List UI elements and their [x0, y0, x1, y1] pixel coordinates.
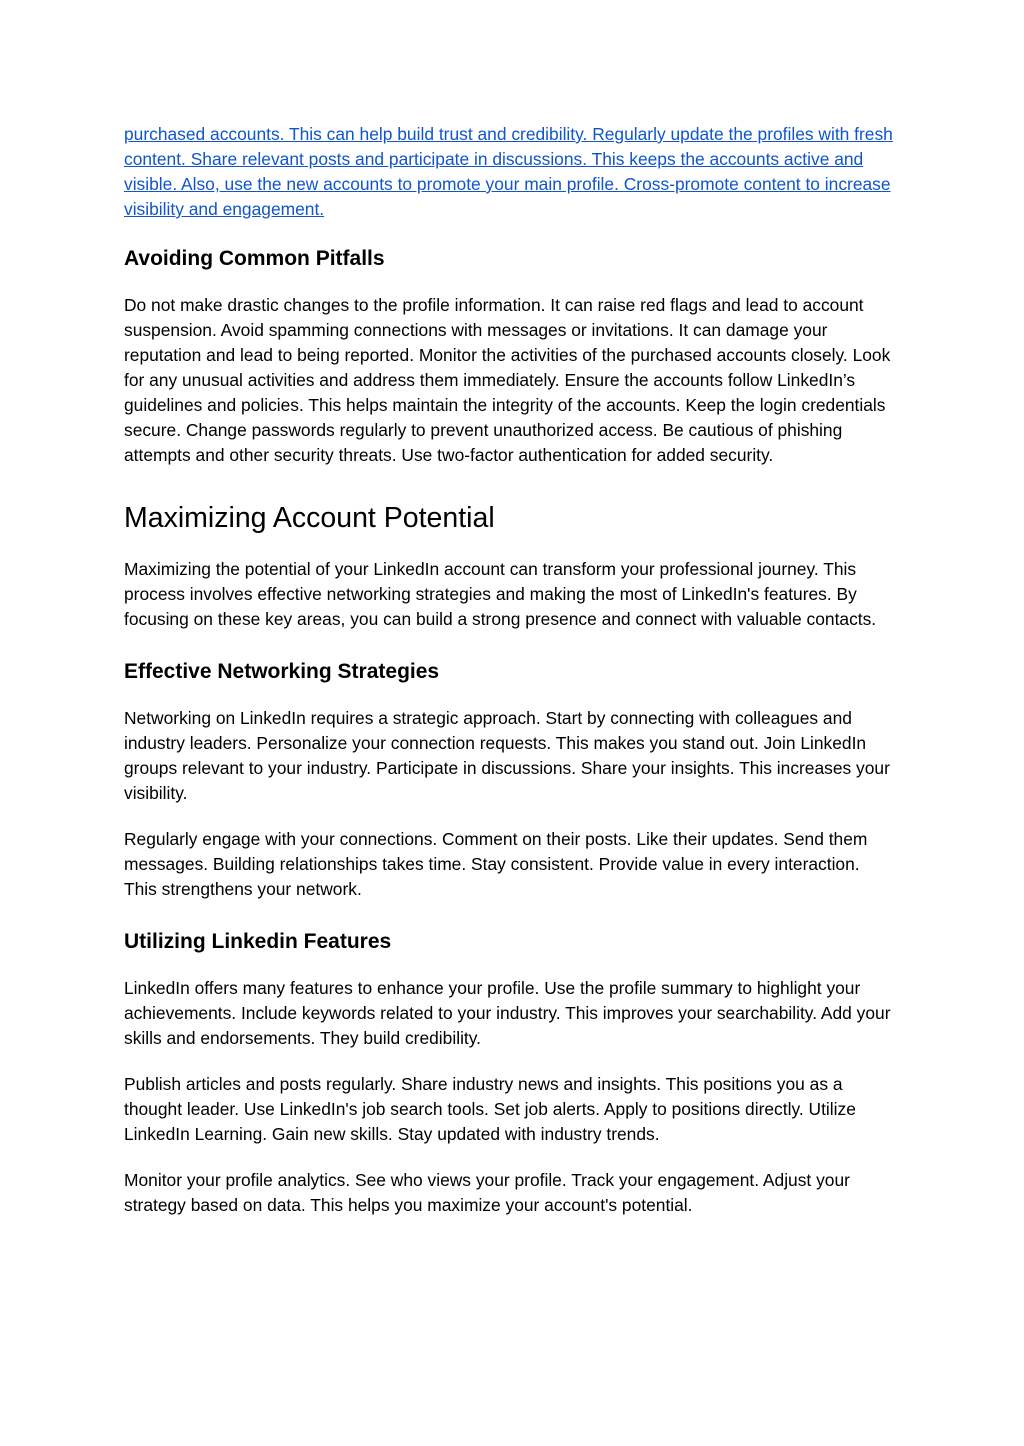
pitfalls-paragraph: Do not make drastic changes to the profile information. It can raise red flags and lead to account suspension. Avoid spamming connections with messages or invitations. It can damage your reputation and lead to being reported. Monitor the activities of the purchased accounts closely. Look for any unusual activities and address them immediately. Ensure the accounts follow LinkedIn’s guidelines and policies. This helps maintain the integrity of the accounts. Keep the login credentials secure. Change passwords regularly to prevent unauthorized access. Be cautious of phishing attempts and other security threats. Use two-factor authentication for added security.: [124, 295, 891, 465]
intro-link[interactable]: purchased accounts. This can help build trust and credibility. Regularly update the profiles with fresh content. Share relevant posts and participate in discussions. This keeps the accounts active and visible. Also, use the new accounts to promote your main profile. Cross-promote content to increase visibility and engagement.: [124, 124, 893, 219]
maximizing-paragraph: Maximizing the potential of your LinkedIn account can transform your professional journey. This process involves effective networking strategies and making the most of LinkedIn's features. By focusing on these key areas, you can build a strong presence and connect with valuable contacts.: [124, 559, 877, 629]
networking-paragraph-1: Networking on LinkedIn requires a strategic approach. Start by connecting with colleagues and industry leaders. Personalize your connection requests. This makes you stand out. Join LinkedIn groups relevant to your industry. Participate in discussions. Share your insights. This increases your visibility.: [124, 708, 890, 803]
heading-networking-strategies: Effective Networking Strategies: [124, 660, 440, 683]
heading-maximizing-potential: Maximizing Account Potential: [124, 502, 495, 534]
heading-linkedin-features: Utilizing Linkedin Features: [124, 930, 392, 953]
document-page: [124, 122, 894, 1218]
features-paragraph-3: Monitor your profile analytics. See who views your profile. Track your engagement. Adjust your strategy based on data. This helps you maximize your account's potential.: [124, 1170, 850, 1215]
features-paragraph-2: Publish articles and posts regularly. Share industry news and insights. This positions you as a thought leader. Use LinkedIn's job search tools. Set job alerts. Apply to positions directly. Utilize LinkedIn Learning. Gain new skills. Stay updated with industry trends.: [124, 1074, 856, 1144]
heading-avoiding-pitfalls: Avoiding Common Pitfalls: [124, 247, 385, 270]
networking-paragraph-2: Regularly engage with your connections. Comment on their posts. Like their updates. Send them messages. Building relationships takes time. Stay consistent. Provide value in every interaction. This strengthens your network.: [124, 829, 868, 899]
features-paragraph-1: LinkedIn offers many features to enhance your profile. Use the profile summary to highlight your achievements. Include keywords related to your industry. This improves your searchability. Add your skills and endorsements. They build credibility.: [124, 978, 891, 1048]
intro-paragraph: [124, 122, 894, 222]
